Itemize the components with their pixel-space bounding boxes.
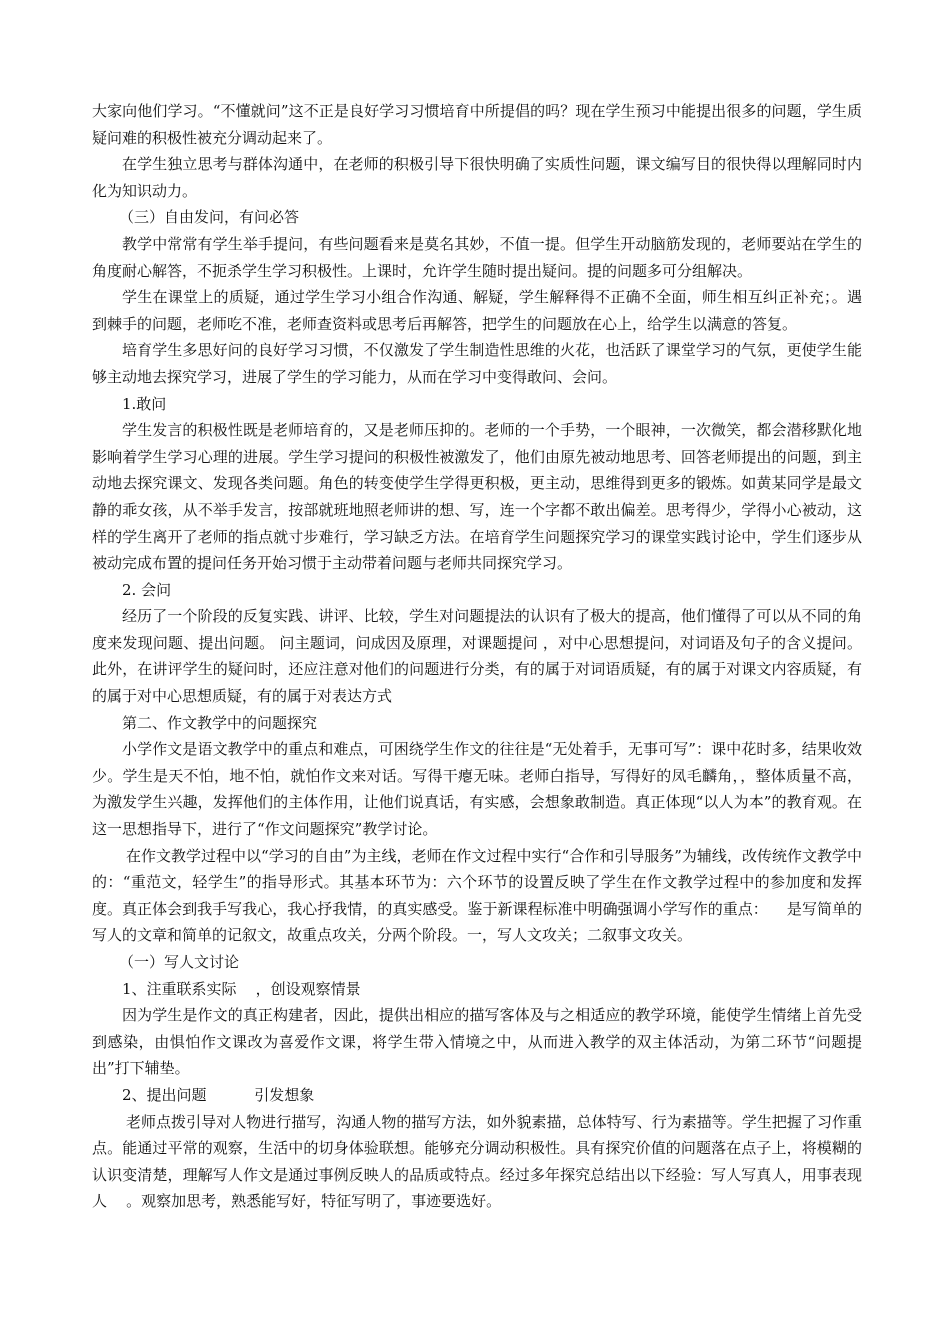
paragraph-p2: 在学生独立思考与群体沟通中，在老师的积极引导下很快明确了实质性问题，课文编写目的很快得以理解同时内化为知识动力。 [92, 155, 862, 200]
paragraph-p12: 小学作文是语文教学中的重点和难点，可困绕学生作文的往往是“无处着手，无事可写”：课中花时多，结果收效少。学生是天不怕，地不怕，就怕作文来对话。写得干瘪无味。老师白指导，写得好的凤毛麟角，，整体质量不高，为激发学生兴趣，发挥他们的主体作用，让他们说真话，有实感，会想象敢制造。真正体现“以人为本”的教育观。在这一思想指导下，进行了“作文问题探究”教学讨论。 [92, 740, 862, 839]
paragraph-p8: 学生发言的积极性既是老师培育的，又是老师压抑的。老师的一个手势，一个眼神，一次微笑，都会潜移默化地影响着学生学习心理的进展。学生学习提问的积极性被激发了，他们由原先被动地思考、回答老师提出的问题，到主动地去探究课文、发现各类问题。角色的转变使学生学得更积极，更主动，思维得到更多的锻炼。如黄某同学是最文静的乖女孩，从不举手发言，按部就班地照老师讲的想、写，连一个字都不敢出偏差。思考得少，学得小心被动，这样的学生离开了老师的指点就寸步难行，学习缺乏方法。在培育学生问题探究学习的课堂实践讨论中，学生们逐步从被动完成布置的提问任务开始习惯于主动带着问题与老师共同探究学习。 [92, 421, 862, 573]
subheading-dare-ask: 1.敢问 [122, 394, 167, 413]
document-page [92, 98, 862, 1215]
section-heading-second: 第二、作文教学中的问题探究 [122, 713, 318, 732]
section-heading-writing-people: （一）写人文讨论 [119, 953, 240, 971]
paragraph-p4: 教学中常常有学生举手提问，有些问题看来是莫名其妙，不值一提。但学生开动脑筋发现的，老师要站在学生的角度耐心解答，不扼杀学生学习积极性。上课时，允许学生随时提出疑问。提的问题多可分组解决。 [92, 234, 862, 280]
section-heading-3: （三）自由发问，有问必答 [119, 208, 300, 227]
paragraph-p13: 在作文教学过程中以“学习的自由”为主线，老师在作文过程中实行“合作和引导服务”为辅线，改传统作文教学中的：“重范文，轻学生”的指导形式。其基本环节为：六个环节的设置反映了学生在作文教学过程中的参加度和发挥度。真正体会到我手写我心，我心抒我情，的真实感受。鉴于新课程标准中明确强调小学写作的重点： 是写简单的写人的文章和简单的记叙文，故重点攻关，分两个阶段。一，写人文攻关；二叙事文攻关。 [92, 846, 862, 945]
subheading-step-2: 2、提出问题 引发想象 [122, 1085, 315, 1104]
paragraph-p16: 因为学生是作文的真正构建者，因此，提供出相应的描写客体及与之相适应的教学环境，能使学生情绪上首先受到感染，由惧怕作文课改为喜爱作文课，将学生带入情境之中，从而进入教学的双主体活动，为第二环节“问题提出”打下辅垫。 [92, 1006, 862, 1078]
paragraph-p5: 学生在课堂上的质疑，通过学生学习小组合作沟通、解疑，学生解释得不正确不全面，师生相互纠正补充；。遇到棘手的问题，老师吃不准，老师查资料或思考后再解答，把学生的问题放在心上，给学生以满意的答复。 [92, 288, 862, 333]
subheading-can-ask: 2. 会问 [122, 580, 172, 599]
subheading-step-1: 1、注重联系实际 ，创设观察情景 [122, 979, 361, 998]
paragraph-p6: 培育学生多思好问的良好学习习惯，不仅激发了学生制造性思维的火花，也活跃了课堂学习的气氛，更使学生能够主动地去探究学习，进展了学生的学习能力，从而在学习中变得敢问、会问。 [92, 341, 862, 386]
paragraph-p1: 大家向他们学习。“不懂就问”这不正是良好学习习惯培育中所提倡的吗？现在学生预习中能提出很多的问题，学生质疑问难的积极性被充分调动起来了。 [92, 102, 862, 147]
paragraph-p10: 经历了一个阶段的反复实践、讲评、比较，学生对问题提法的认识有了极大的提高，他们懂得了可以从不同的角度来发现问题、提出问题。 问主题词，问成因及原理，对课题提问 ，对中心思想提问，对词语及句子的含义提问。此外，在讲评学生的疑问时，还应注意对他们的问题进行分类，有的属于对词语质疑，有的属于对课文内容质疑，有的属于对中心思想质疑，有的属于对表达方式 [92, 607, 862, 706]
paragraph-p18: 老师点拨引导对人物进行描写，沟通人物的描写方法，如外貌素描，总体特写、行为素描等。学生把握了习作重点。能通过平常的观察，生活中的切身体验联想。能够充分调动积极性。具有探究价值的问题落在点子上，将模糊的认识变清楚，理解写人作文是通过事例反映人的品质或特点。经过多年探究总结出以下经验：写人写真人，用事表现人 。观察加思考，熟悉能写好，特征写明了，事迹要选好。 [92, 1112, 862, 1211]
